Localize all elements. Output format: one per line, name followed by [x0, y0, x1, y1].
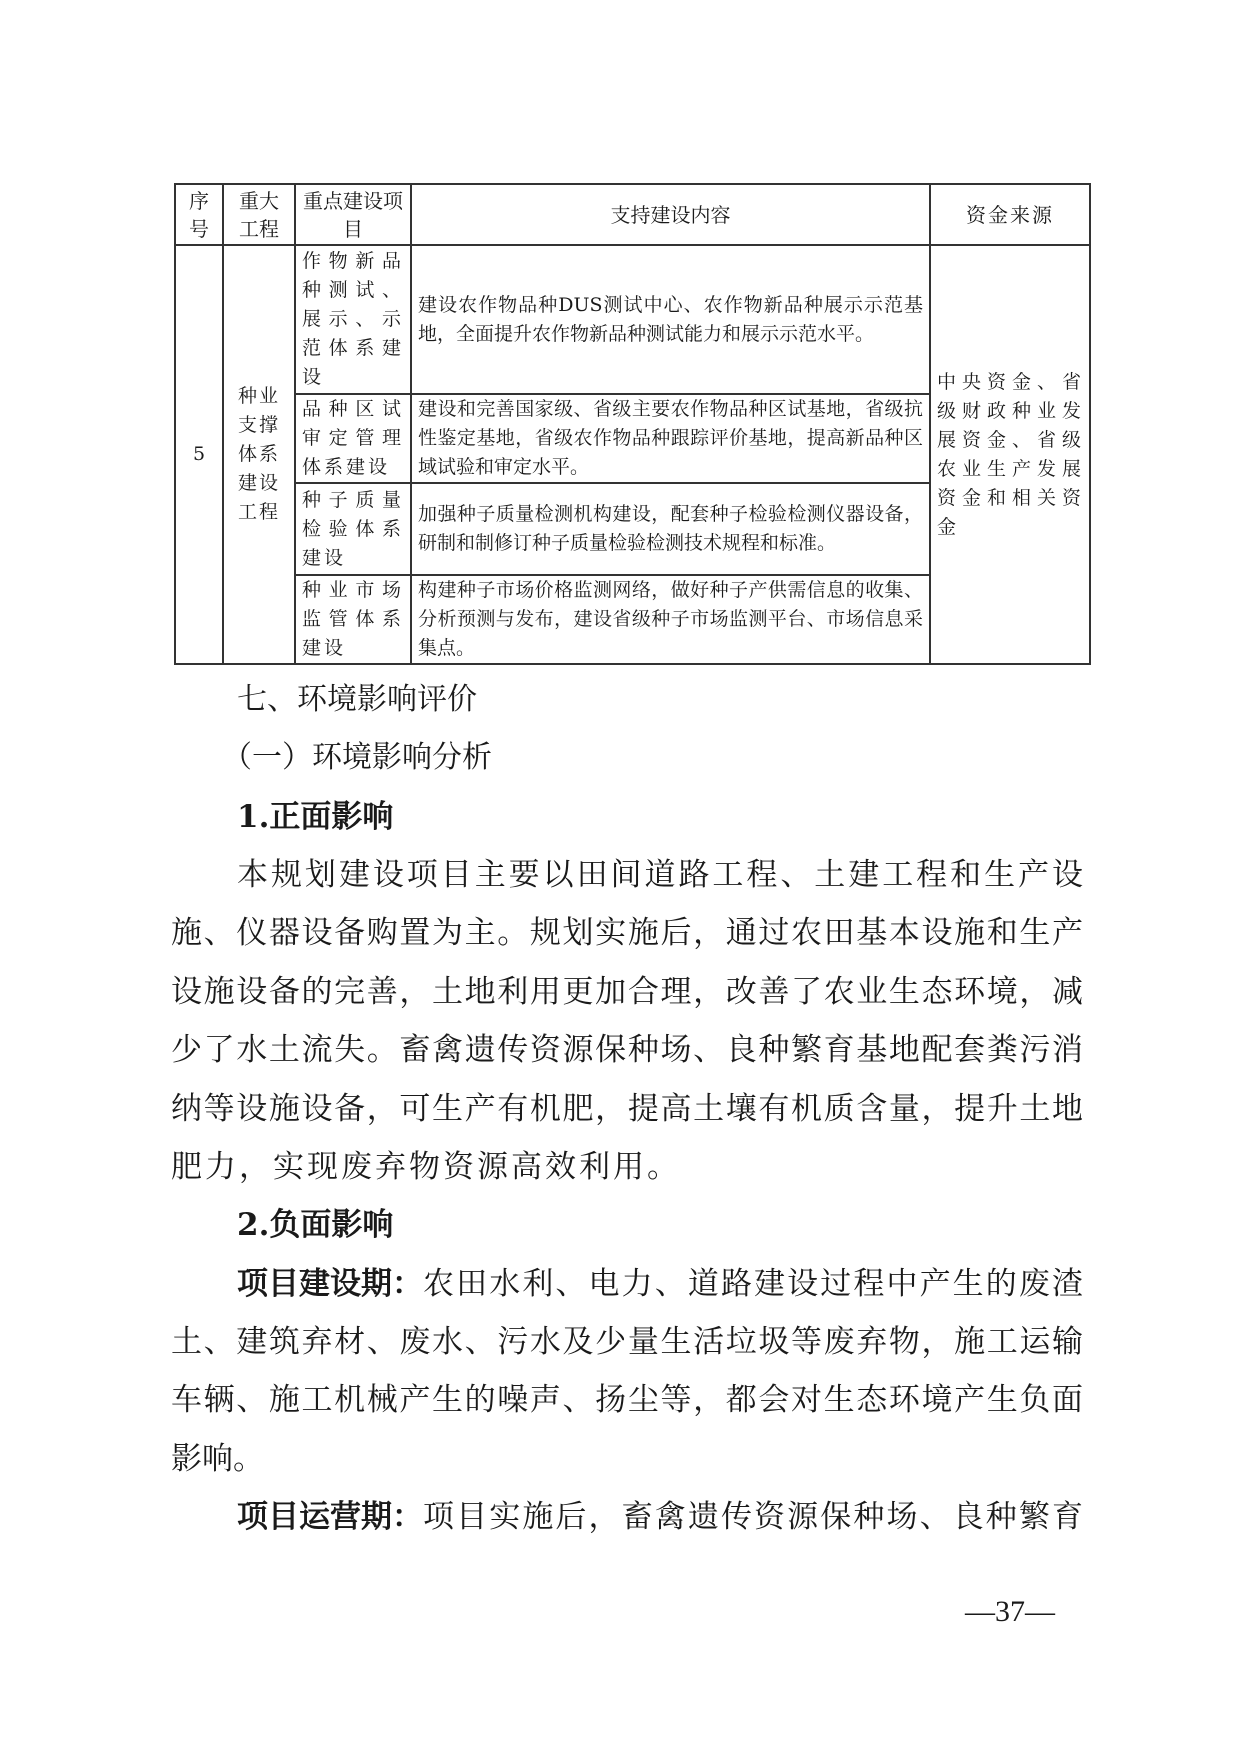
key-item: 品种区试审定管理体系建设: [295, 394, 411, 483]
section-title: 七、环境影响评价: [237, 682, 477, 717]
construction-period-line: [237, 1255, 1083, 1313]
key-item: 种业市场监管体系建设: [295, 575, 411, 664]
header-content: 支持建设内容: [411, 184, 930, 245]
subsection-title: （一）环境影响分析: [222, 740, 492, 775]
content: 建设和完善国家级、省级主要农作物品种区试基地，省级抗性鉴定基地，省级农作物品种跟踪评价基地，提高新品种区域试验和审定水平。: [411, 394, 930, 483]
key-item: 作物新品种测试、展示、示范体系建设: [295, 245, 411, 394]
operation-period-label: 项目运营期：: [237, 1499, 423, 1535]
paragraph-line: 项目实施后，畜禽遗传资源保种场、良种繁育: [423, 1499, 1083, 1535]
funding-source: 中央资金、省级财政种业发展资金、省级农业生产发展资金和相关资金: [930, 245, 1090, 664]
table-header-row: [175, 184, 1090, 245]
paragraph-line: 肥力，实现废弃物资源高效利用。: [171, 1149, 681, 1185]
operation-period-line: [237, 1488, 1083, 1546]
paragraph-line: 设施设备的完善，土地利用更加合理，改善了农业生态环境，减: [171, 974, 1083, 1010]
content: 构建种子市场价格监测网络，做好种子产供需信息的收集、分析预测与发布，建设省级种子市场监测平台、市场信息采集点。: [411, 575, 930, 664]
paragraph-line: 影响。: [171, 1441, 264, 1477]
table-row: [175, 245, 1090, 394]
paragraph-line: 车辆、施工机械产生的噪声、扬尘等，都会对生态环境产生负面: [171, 1382, 1083, 1418]
header-no: 序号: [175, 184, 223, 245]
header-major-project: 重大工程: [223, 184, 295, 245]
paragraph-line: 施、仪器设备购置为主。规划实施后，通过农田基本设施和生产: [171, 915, 1083, 951]
major-project: 种业支撑体系建设工程: [223, 245, 295, 664]
paragraph-line: 农田水利、电力、道路建设过程中产生的废渣: [423, 1266, 1083, 1302]
paragraph-line: 土、建筑弃材、废水、污水及少量生活垃圾等废弃物，施工运输: [171, 1324, 1083, 1360]
content: 加强种子质量检测机构建设，配套种子检验检测仪器设备，研制和制修订种子质量检验检测技术规程和标准。: [411, 483, 930, 575]
header-funding: 资金来源: [930, 184, 1090, 245]
key-item: 种子质量检验体系建设: [295, 483, 411, 575]
paragraph-line: 少了水土流失。畜禽遗传资源保种场、良种繁育基地配套粪污消: [171, 1032, 1083, 1068]
negative-impact-title: 2.负面影响: [237, 1207, 394, 1243]
row-number: 5: [175, 245, 223, 664]
paragraph-line: 纳等设施设备，可生产有机肥，提高土壤有机质含量，提升土地: [171, 1091, 1083, 1127]
header-key-item: 重点建设项目: [295, 184, 411, 245]
positive-impact-title: 1.正面影响: [237, 799, 394, 835]
construction-period-label: 项目建设期：: [237, 1266, 423, 1302]
paragraph-line: 本规划建设项目主要以田间道路工程、土建工程和生产设: [237, 857, 1083, 893]
content: 建设农作物品种DUS测试中心、农作物新品种展示示范基地，全面提升农作物新品种测试能力和展示示范水平。: [411, 245, 930, 394]
page-number: —37—: [965, 1595, 1055, 1628]
construction-projects-table: [174, 183, 1091, 665]
